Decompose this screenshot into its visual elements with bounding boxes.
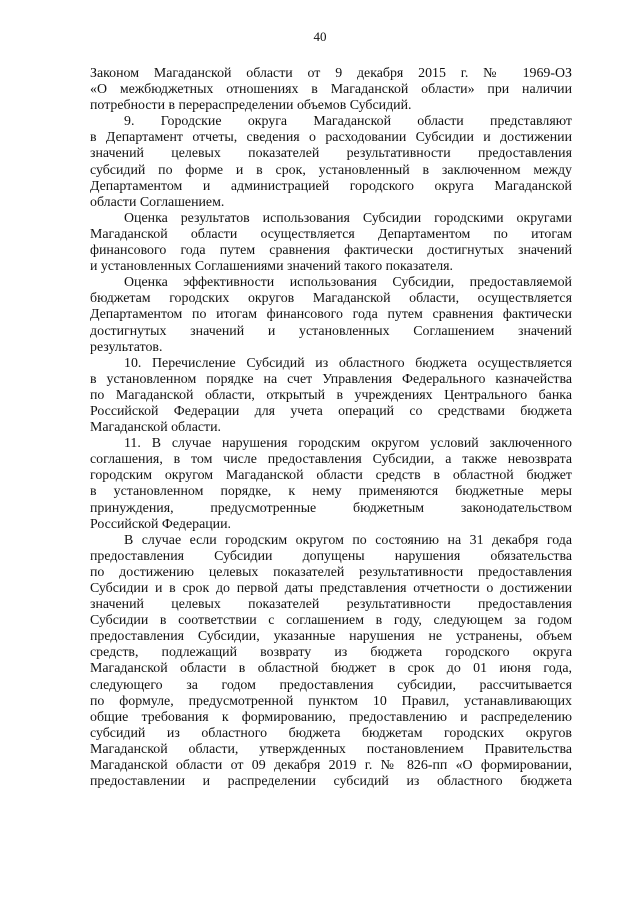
- text-line: по Магаданской области, открытый в учреждениях Центрального банка: [90, 387, 572, 403]
- text-line: и установленных Соглашениями значений такого показателя.: [90, 259, 454, 275]
- paragraph-item-9: [90, 114, 572, 211]
- text-line: Магаданской области, утвержденных постановлением Правительства: [90, 741, 572, 757]
- text-line: бюджетам городских округов Магаданской области, осуществляется: [90, 291, 572, 307]
- text-line: предоставления Субсидии допущены нарушения обязательства: [90, 548, 572, 564]
- page-number: 40: [313, 29, 327, 44]
- text-line: достигнутых значений и установленных Соглашением значений: [90, 323, 572, 339]
- text-line: Российской Федерации для учета операций со средствами бюджета: [90, 403, 572, 419]
- text-line: предоставления Субсидии, указанные нарушения не устранены, объем: [90, 629, 572, 645]
- text-line: в установленном порядке на счет Управления Федерального казначейства: [90, 371, 572, 387]
- text-line: следующего за годом предоставления субсидии, рассчитывается: [90, 677, 572, 693]
- text-line: в установленном порядке, к нему применяются бюджетные меры: [90, 484, 572, 500]
- text-line: по достижению целевых показателей результативности предоставления: [90, 564, 572, 580]
- text-line: значений целевых показателей результативности предоставления: [90, 597, 572, 613]
- text-line: Департаментом по итогам финансового года путем сравнения фактически: [90, 307, 572, 323]
- text-line: соглашения, в том числе предоставления Субсидии, а также невозврата: [90, 452, 572, 468]
- paragraph-item-11: [90, 436, 572, 533]
- text-line: предоставлении и распределении субсидий из областного бюджета: [90, 774, 572, 790]
- paragraph-violation-refund: [90, 533, 572, 791]
- text-line: Магаданской области.: [90, 420, 222, 436]
- text-line: общие требования к формированию, предоставлению и распределению: [90, 709, 572, 725]
- text-line: результатов.: [90, 339, 163, 355]
- text-line: городским округом Магаданской области средств в областной бюджет: [90, 468, 572, 484]
- text-line: Магаданской области осуществляется Департаментом по итогам: [90, 226, 572, 242]
- text-line: Российской Федерации.: [90, 516, 232, 532]
- text-line: Департаментом и администрацией городского округа Магаданской: [90, 178, 572, 194]
- text-line: Законом Магаданской области от 9 декабря 2015 г. № 1969-ОЗ: [90, 66, 572, 81]
- text-line: финансового года путем сравнения фактически достигнутых значений: [90, 243, 572, 259]
- text-line: потребности в перераспределении объемов Субсидий.: [90, 98, 412, 114]
- text-line: субсидий по форме и в срок, установленный в заключенном между: [90, 162, 572, 178]
- text-line: Оценка результатов использования Субсидии городскими округами: [124, 210, 572, 226]
- text-line: 9. Городские округа Магаданской области представляют: [124, 114, 572, 130]
- paragraph-results-assessment: [90, 211, 572, 275]
- paragraph-efficiency-assessment: [90, 275, 572, 355]
- text-line: средств, подлежащий возврату из бюджета городского округа: [90, 645, 572, 661]
- text-line: Магаданской области от 09 декабря 2019 г. № 826-пп «О формировании,: [90, 758, 572, 774]
- paragraph-continuation: [90, 66, 572, 114]
- text-line: субсидий из областного бюджета бюджетам городских округов: [90, 725, 572, 741]
- text-line: 10. Перечисление Субсидий из областного бюджета осуществляется: [124, 355, 572, 371]
- text-line: области Соглашением.: [90, 194, 225, 210]
- paragraph-item-10: [90, 356, 572, 436]
- text-line: Оценка эффективности использования Субсидии, предоставляемой: [124, 275, 572, 291]
- text-line: по формуле, предусмотренной пунктом 10 Правил, устанавливающих: [90, 693, 572, 709]
- text-line: «О межбюджетных отношениях в Магаданской области» при наличии: [90, 82, 572, 98]
- text-line: 11. В случае нарушения городским округом условий заключенного: [124, 436, 572, 452]
- document-body: [90, 66, 572, 790]
- text-line: Субсидии и в срок до первой даты представления отчетности о достижении: [90, 581, 572, 596]
- text-line: Магаданской области в областной бюджет в срок до 01 июня года,: [90, 661, 572, 677]
- text-line: В случае если городским округом по состоянию на 31 декабря года: [124, 532, 572, 548]
- text-line: Субсидии в соответствии с соглашением в году, следующем за годом: [90, 613, 572, 629]
- text-line: в Департамент отчеты, сведения о расходовании Субсидии и достижении: [90, 130, 572, 146]
- text-line: принуждения, предусмотренные бюджетным законодательством: [90, 500, 572, 516]
- text-line: значений целевых показателей результативности предоставления: [90, 146, 572, 162]
